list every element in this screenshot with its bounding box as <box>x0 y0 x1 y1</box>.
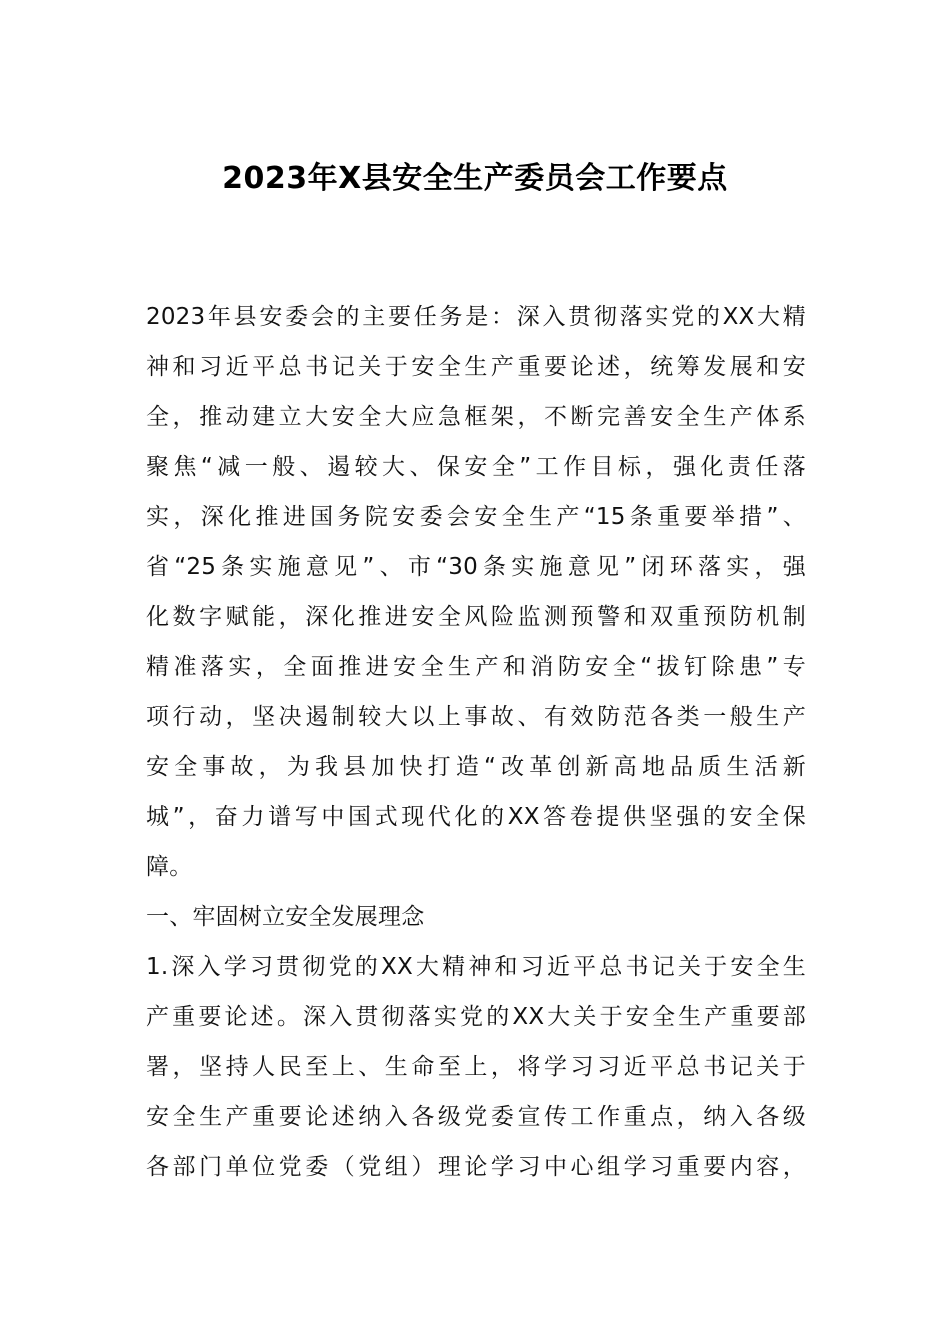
text-line: 1.深入学习贯彻党的XX大精神和习近平总书记关于安全生 <box>146 954 806 980</box>
text-line: 化数字赋能，深化推进安全风险监测预警和双重预防机制 <box>146 604 806 630</box>
text-line: 全，推动建立大安全大应急框架，不断完善安全生产体系 <box>146 404 806 430</box>
paragraph-intro <box>146 292 806 892</box>
text-line: 各部门单位党委（党组）理论学习中心组学习重要内容， <box>146 1154 806 1180</box>
section-heading <box>146 892 806 942</box>
text-line: 省“25条实施意见”、市“30条实施意见”闭环落实，强 <box>146 554 806 580</box>
text-line: 实，深化推进国务院安委会安全生产“15条重要举措”、 <box>146 504 806 530</box>
text-line: 2023年县安委会的主要任务是：深入贯彻落实党的XX大精 <box>146 304 806 330</box>
text-line: 产重要论述。深入贯彻落实党的XX大关于安全生产重要部 <box>146 1004 806 1030</box>
section-heading-text: 一、牢固树立安全发展理念 <box>146 904 425 930</box>
document-body <box>146 292 806 1192</box>
text-line: 项行动，坚决遏制较大以上事故、有效防范各类一般生产 <box>146 704 806 730</box>
paragraph-item-1 <box>146 942 806 1192</box>
text-line: 安全事故，为我县加快打造“改革创新高地品质生活新 <box>146 754 806 780</box>
text-line: 精准落实，全面推进安全生产和消防安全“拔钉除患”专 <box>146 654 806 680</box>
text-line: 神和习近平总书记关于安全生产重要论述，统筹发展和安 <box>146 354 806 380</box>
text-line: 署，坚持人民至上、生命至上，将学习习近平总书记关于 <box>146 1054 806 1080</box>
document-title: 2023年X县安全生产委员会工作要点 <box>222 161 728 196</box>
text-line: 安全生产重要论述纳入各级党委宣传工作重点，纳入各级 <box>146 1104 806 1130</box>
text-line: 聚焦“减一般、遏较大、保安全”工作目标，强化责任落 <box>146 454 806 480</box>
text-line: 障。 <box>146 854 193 880</box>
text-line: 城”，奋力谱写中国式现代化的XX答卷提供坚强的安全保 <box>146 804 806 830</box>
